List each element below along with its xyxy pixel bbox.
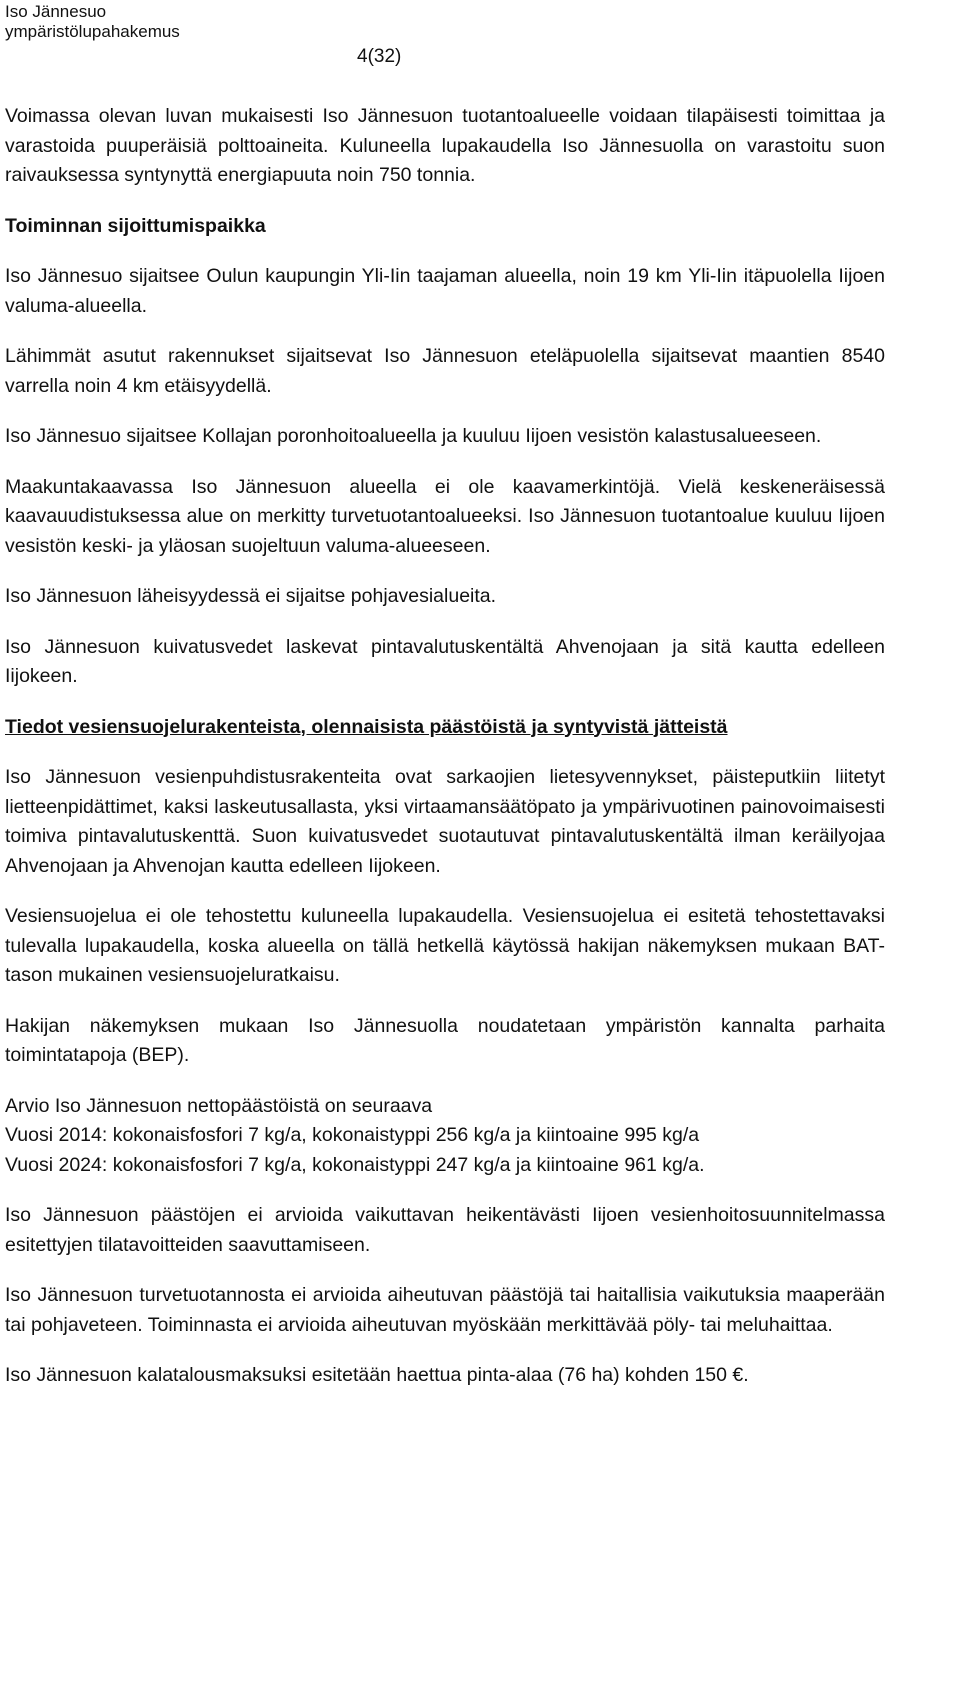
paragraph-net-emissions xyxy=(5,1092,885,1181)
paragraph-drainage: Iso Jännesuon kuivatusvedet laskevat pintavalutuskentältä Ahvenojaan ja sitä kautta edelleen Iijokeen. xyxy=(5,635,885,687)
paragraph-fishing-fee: Iso Jännesuon kalatalousmaksuksi esitetään haettua pinta-alaa (76 ha) kohden 150 €. xyxy=(5,1364,749,1386)
paragraph-purification-structures: Iso Jännesuon vesienpuhdistusrakenteita ovat sarkaojien lietesyvennykset, päisteputkiin liitetyt lietteenpidättimet, kaksi laskeutusallasta, yksi virtaamansäätöpato ja ympärivuotinen painovoimaisesti toimiva pintavalutuskenttä. Suon kuivatusvedet suotautuvat pintavalutuskentältä ilman keräilyojaa Ahvenojaan ja Ahvenojan kautta edelleen Iijokeen. xyxy=(5,766,885,877)
paragraph-reindeer-area: Iso Jännesuo sijaitsee Kollajan poronhoitoalueella ja kuuluu Iijoen vesistön kalastusalueeseen. xyxy=(5,425,822,447)
paragraph-zoning: Maakuntakaavassa Iso Jännesuon alueella ei ole kaavamerkintöjä. Vielä keskeneräisessä kaavauudistuksessa alue on merkitty turvetuotantoalueeksi. Iso Jännesuon tuotantoalue kuuluu Iijoen vesistön keski- ja yläosan suojeltuun valuma-alueeseen. xyxy=(5,475,885,557)
net-emissions-2024: Vuosi 2024: kokonaisfosfori 7 kg/a, kokonaistyppi 247 kg/a ja kiintoaine 961 kg/a. xyxy=(5,1153,705,1176)
heading-water-protection: Tiedot vesiensuojelurakenteista, olennaisista päästöistä ja syntyvistä jätteistä xyxy=(5,715,728,738)
paragraph-soil-impacts: Iso Jännesuon turvetuotannosta ei arvioida aiheutuvan päästöjä tai haitallisia vaikutuksia maaperään tai pohjaveteen. Toiminnasta ei arvioida aiheutuvan myöskään merkittävää pöly- tai meluhaittaa. xyxy=(5,1284,885,1336)
page-number: 4(32) xyxy=(357,46,402,67)
document-header xyxy=(5,2,180,42)
paragraph-nearest-buildings: Lähimmät asutut rakennukset sijaitsevat Iso Jännesuon eteläpuolella sijaitsevat maantien 8540 varrella noin 4 km etäisyydellä. xyxy=(5,345,885,397)
paragraph-bep: Hakijan näkemyksen mukaan Iso Jännesuolla noudatetaan ympäristön kannalta parhaita toimintatapoja (BEP). xyxy=(5,1014,885,1066)
document-body xyxy=(5,102,885,1391)
paragraph-water-management-plan: Iso Jännesuon päästöjen ei arvioida vaikuttavan heikentävästi Iijoen vesienhoitosuunnitelmassa esitettyjen tilatavoitteiden saavuttamiseen. xyxy=(5,1204,885,1256)
paragraph-location: Iso Jännesuo sijaitsee Oulun kaupungin Yli-Iin taajaman alueella, noin 19 km Yli-Iin itäpuolella Iijoen valuma-alueella. xyxy=(5,265,885,317)
net-emissions-2014: Vuosi 2014: kokonaisfosfori 7 kg/a, kokonaistyppi 256 kg/a ja kiintoaine 995 kg/a xyxy=(5,1124,700,1146)
header-title: Iso Jännesuo xyxy=(5,2,107,21)
paragraph-storage: Voimassa olevan luvan mukaisesti Iso Jännesuon tuotantoalueelle voidaan tilapäisesti toimittaa ja varastoida puuperäisiä polttoaineita. Kuluneella lupakaudella Iso Jännesuolla on varastoitu suon raivauksessa syntynyttä energiapuuta noin 750 tonnia. xyxy=(5,105,885,186)
paragraph-groundwater: Iso Jännesuon läheisyydessä ei sijaitse pohjavesialueita. xyxy=(5,585,497,607)
paragraph-water-protection-bat: Vesiensuojelua ei ole tehostettu kuluneella lupakaudella. Vesiensuojelua ei esitetä tehostettavaksi tulevalla lupakaudella, koska alueella on tällä hetkellä käytössä hakijan näkemyksen mukaan BAT-tason mukainen vesiensuojeluratkaisu. xyxy=(5,905,885,986)
net-emissions-title: Arvio Iso Jännesuon nettopäästöistä on seuraava xyxy=(5,1094,433,1117)
header-subtitle: ympäristölupahakemus xyxy=(5,22,180,41)
heading-location: Toiminnan sijoittumispaikka xyxy=(5,214,266,237)
